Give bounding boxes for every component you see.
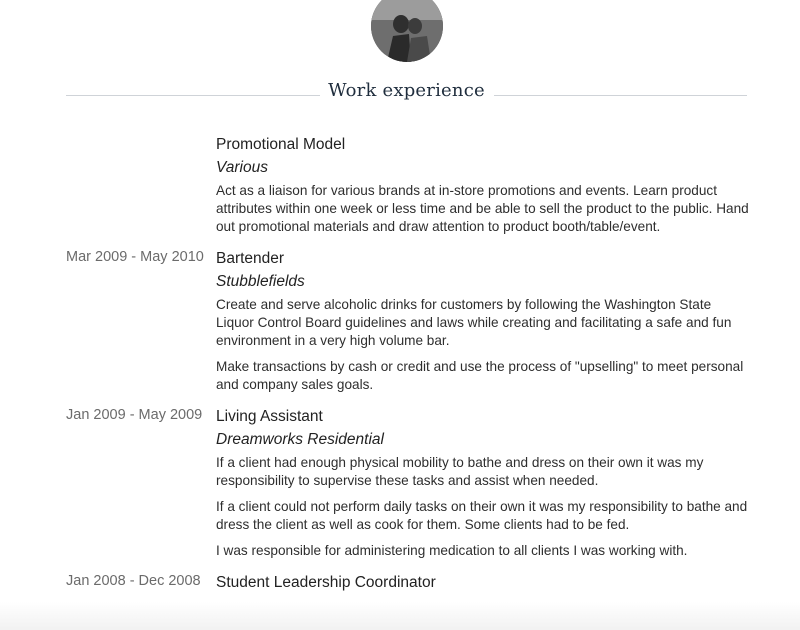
experience-entry <box>0 572 800 594</box>
section-title: Work experience <box>328 80 485 101</box>
job-description: If a client could not perform daily tasks on their own it was my responsibility to bathe and dress the client as well as cook for them. Some clients had to be fed. <box>216 499 748 532</box>
job-description: Act as a liaison for various brands at in-store promotions and events. Learn product attributes within one week or less time and be able to sell the product to the public. Hand out promotional materials and draw attention to product booth/table/event. <box>216 183 749 234</box>
company-name: Various <box>216 159 268 176</box>
entry-date: Jan 2008 - Dec 2008 <box>66 573 201 589</box>
bottom-fade <box>0 602 800 630</box>
job-description: I was responsible for administering medication to all clients I was working with. <box>216 543 688 558</box>
job-title: Bartender <box>216 250 285 267</box>
job-description: Make transactions by cash or credit and use the process of "upselling" to meet personal and company sales goals. <box>216 359 744 392</box>
job-description: If a client had enough physical mobility to bathe and dress on their own it was my responsibility to supervise these tasks and assist when needed. <box>216 455 704 488</box>
divider-right <box>494 95 747 96</box>
section-header <box>66 80 747 106</box>
job-title: Student Leadership Coordinator <box>216 574 436 591</box>
company-name: Stubblefields <box>216 273 305 290</box>
work-experience-list <box>0 134 800 606</box>
experience-entry <box>0 406 800 560</box>
experience-entry <box>0 248 800 394</box>
job-title: Promotional Model <box>216 136 346 153</box>
experience-entry <box>0 134 800 236</box>
company-name: Dreamworks Residential <box>216 431 384 448</box>
entry-date: Mar 2009 - May 2010 <box>66 249 204 265</box>
profile-photo <box>371 0 443 62</box>
job-title: Living Assistant <box>216 408 323 425</box>
job-description: Create and serve alcoholic drinks for customers by following the Washington State Liquor Control Board guidelines and laws while creating and facilitating a safe and fun environment in a very high volume bar. <box>216 297 732 348</box>
entry-date: Jan 2009 - May 2009 <box>66 407 203 423</box>
